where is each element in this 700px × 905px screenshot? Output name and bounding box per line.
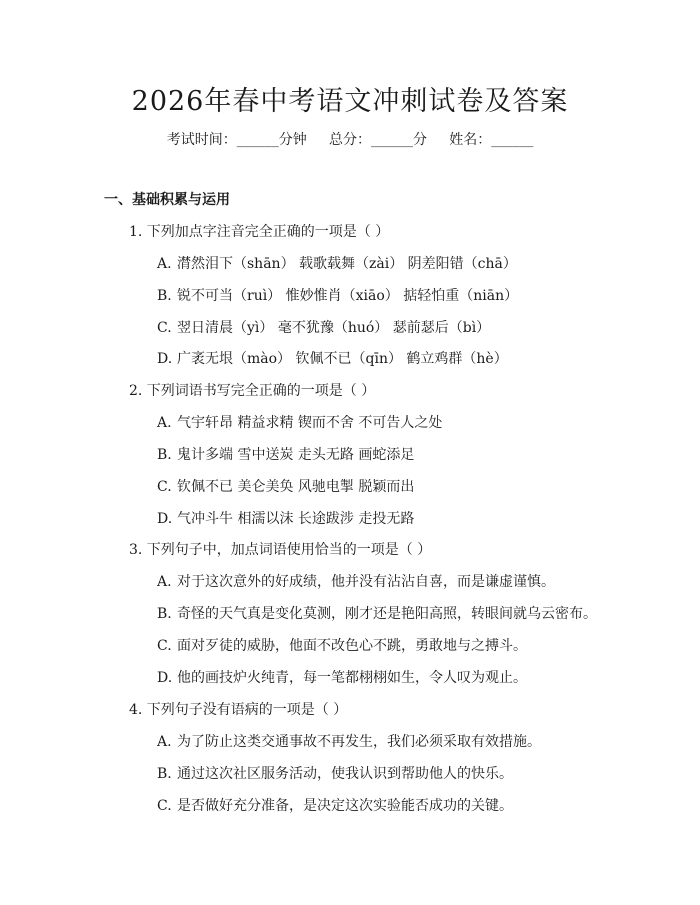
option-letter: C. <box>157 798 172 814</box>
option-text: 他的画技炉火纯青，每一笔都栩栩如生，令人叹为观止。 <box>177 670 527 686</box>
question-stem: 1. 下列加点字注音完全正确的一项是（ ） <box>129 224 390 240</box>
option-letter: C. <box>157 479 172 495</box>
option-text: 潸然泪下（shān） 载歌载舞（zài） 阴差阳错（chā） <box>177 256 517 272</box>
option-row <box>157 635 527 657</box>
option-letter: B. <box>157 606 172 622</box>
option-text: 奇怪的天气真是变化莫测，刚才还是艳阳高照，转眼间就乌云密布。 <box>177 606 597 622</box>
option-row <box>157 348 508 370</box>
option-row <box>157 285 518 307</box>
option-letter: C. <box>157 638 172 654</box>
option-row <box>157 731 541 753</box>
section-heading: 一、基础积累与运用 <box>104 192 230 208</box>
option-row <box>157 667 527 689</box>
option-text: 为了防止这类交通事故不再发生，我们必须采取有效措施。 <box>177 734 541 750</box>
option-letter: A. <box>157 256 172 272</box>
option-text: 锐不可当（ruì） 惟妙惟肖（xiāo） 掂轻怕重（niān） <box>177 288 519 304</box>
option-row <box>157 412 442 434</box>
option-row <box>157 508 414 530</box>
option-row <box>157 444 414 466</box>
option-text: 面对歹徒的威胁，他面不改色心不跳，勇敢地与之搏斗。 <box>177 638 527 654</box>
option-text: 鬼计多端 雪中送炭 走头无路 画蛇添足 <box>177 447 415 463</box>
option-letter: A. <box>157 415 172 431</box>
option-row <box>157 603 597 625</box>
option-letter: D. <box>157 351 173 367</box>
option-text: 对于这次意外的好成绩，他并没有沾沾自喜，而是谦虚谨慎。 <box>177 574 555 590</box>
option-row <box>157 317 490 339</box>
option-letter: D. <box>157 511 173 527</box>
option-letter: C. <box>157 320 172 336</box>
page-title: 2026年春中考语文冲刺试卷及答案 <box>131 86 569 117</box>
option-row <box>157 763 513 785</box>
option-text: 翌日清晨（yì） 毫不犹豫（huó） 瑟前瑟后（bì） <box>177 320 491 336</box>
option-letter: A. <box>157 734 172 750</box>
option-row <box>157 571 555 593</box>
option-text: 钦佩不已 美仑美奂 风驰电掣 脱颖而出 <box>177 479 415 495</box>
option-row <box>157 253 517 275</box>
question-stem: 3. 下列句子中，加点词语使用恰当的一项是（ ） <box>129 542 432 558</box>
option-text: 是否做好充分准备，是决定这次实验能否成功的关键。 <box>177 798 513 814</box>
option-letter: B. <box>157 288 172 304</box>
option-letter: A. <box>157 574 172 590</box>
option-letter: D. <box>157 670 173 686</box>
option-row <box>157 795 513 817</box>
option-letter: B. <box>157 766 172 782</box>
question-stem: 2. 下列词语书写完全正确的一项是（ ） <box>129 383 376 399</box>
option-text: 气冲斗牛 相濡以沫 长途跋涉 走投无路 <box>177 511 415 527</box>
option-letter: B. <box>157 447 172 463</box>
option-text: 通过这次社区服务活动，使我认识到帮助他人的快乐。 <box>177 766 513 782</box>
exam-info-line: 考试时间：______分钟 总分：______分 姓名：______ <box>166 132 534 148</box>
question-stem: 4. 下列句子没有语病的一项是（ ） <box>129 702 348 718</box>
option-text: 气宇轩昂 精益求精 锲而不舍 不可告人之处 <box>177 415 443 431</box>
option-row <box>157 476 414 498</box>
option-text: 广袤无垠（mào） 钦佩不已（qīn） 鹤立鸡群（hè） <box>177 351 508 367</box>
